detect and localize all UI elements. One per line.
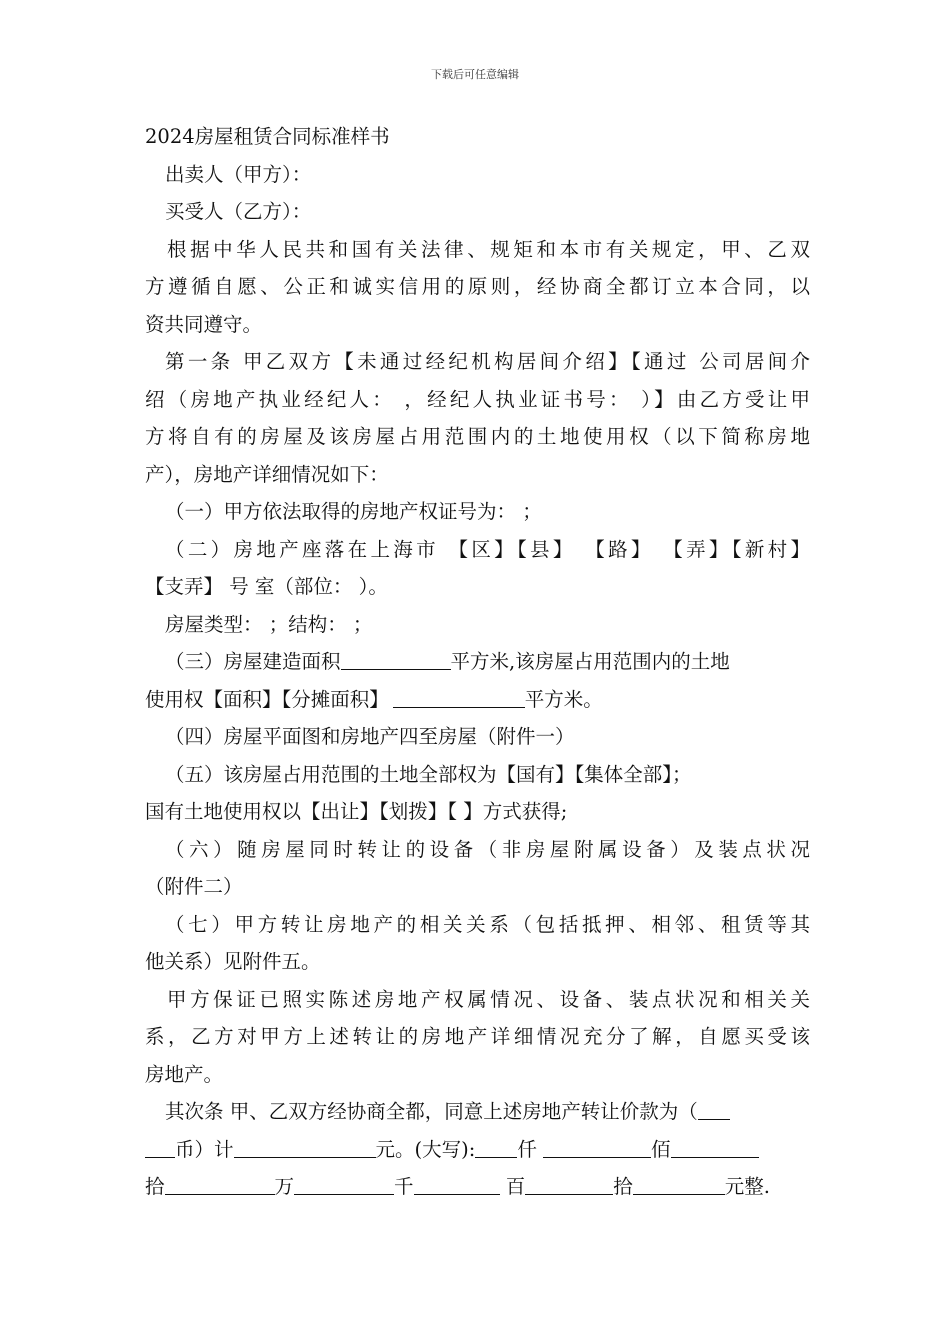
article-2-text: 佰 [651,1137,671,1161]
item-2-line: 【支弄】 号 室（部位： ）。 [145,575,388,598]
guarantee-line: 房地产。 [145,1062,224,1086]
blank-field[interactable] [234,1133,376,1158]
article-2-text: 百 [505,1175,526,1198]
blank-field[interactable] [698,1095,730,1120]
article-2-line [145,1131,810,1169]
paragraph-intro-line: 根据中华人民共和国有关法律、规矩和本市有关规定，甲、乙双 [167,237,810,261]
item-1: （一）甲方依法取得的房地产权证号为： ； [165,500,542,523]
article-2-text: 元整. [724,1175,770,1198]
document-body [145,118,810,1206]
blank-field[interactable] [341,645,451,670]
article-2-text: 万 [274,1175,295,1198]
article-2-text: 元。(大写): [375,1137,476,1161]
document-title: 2024房屋租赁合同标准样书 [145,125,390,148]
blank-field[interactable] [671,1133,759,1158]
paragraph-intro-line: 方遵循自愿、公正和诚实信用的原则，经协商全都订立本合同，以 [145,275,810,298]
item-2-line: （二）房地产座落在上海市 【区】【县】 【路】 【弄】【新村】 [165,537,810,561]
house-type-line: 房屋类型： ；结构： ； [165,612,373,636]
blank-field[interactable] [393,683,525,708]
blank-field[interactable] [165,1170,275,1195]
article-2-text: 拾 [145,1175,165,1198]
guarantee-line: 系，乙方对甲方上述转让的房地产详细情况充分了解，自愿买受该 [145,1025,810,1048]
item-7-line: （七）甲方转让房地产的相关关系（包括抵押、相邻、租赁等其 [165,912,810,936]
blank-field[interactable] [633,1170,725,1195]
item-5-line: 国有土地使用权以【出让】【划拨】【 】方式获得; [145,800,568,823]
blank-field[interactable] [294,1170,394,1195]
guarantee-line: 甲方保证已照实陈述房地产权属情况、设备、装点状况和相关关 [167,987,810,1011]
article-2-text: 仟 [517,1137,537,1161]
item-5-line: （五）该房屋占用范围的土地全部权为【国有】【集体全部】； [165,762,692,786]
article-2-line [145,1093,810,1131]
item-6-line: （六）随房屋同时转让的设备（非房屋附属设备）及装点状况 [165,837,810,861]
article-1-line: 产），房地产详细情况如下： [145,462,389,486]
blank-field[interactable] [475,1133,517,1158]
seller-line: 出卖人（甲方）： [165,162,312,186]
item-3-line [145,681,810,719]
article-2-text: 千 [394,1175,414,1198]
item-7-line: 他关系）见附件五。 [145,950,321,973]
article-1-line: 方将自有的房屋及该房屋占用范围内的土地使用权（以下简称房地 [145,425,810,448]
item-4: （四）房屋平面图和房地产四至房屋（附件一） [165,725,575,748]
blank-field[interactable] [414,1170,500,1195]
blank-field[interactable] [145,1133,175,1158]
blank-field[interactable] [543,1133,651,1158]
paragraph-intro-line: 资共同遵守。 [145,312,263,336]
page-header: 下载后可任意编辑 [431,68,519,81]
article-2-text: 其次条 甲、乙双方经协商全都，同意上述房地产转让价款为（ [165,1100,698,1123]
item-3-text: 平方米,该房屋占用范围内的土地 [450,650,730,673]
article-1-line: 绍（房地产执业经纪人： ，经纪人执业证书号： ）】由乙方受让甲 [145,387,810,411]
buyer-line: 买受人（乙方）： [165,200,312,223]
article-2-text: 币）计 [175,1137,234,1161]
item-6-line: （附件二） [145,875,243,898]
article-1-line: 第一条 甲乙双方【未通过经纪机构居间介绍】【通过 公司居间介 [165,350,810,373]
article-2-text: 拾 [613,1175,633,1198]
item-3-line [145,643,810,681]
blank-field[interactable] [525,1170,613,1195]
item-3-text: 使用权【面积】【分摊面积】 [145,687,389,711]
item-3-text: 平方米。 [524,687,603,711]
item-3-text: （三）房屋建造面积 [165,650,341,673]
article-2-line [145,1168,810,1206]
